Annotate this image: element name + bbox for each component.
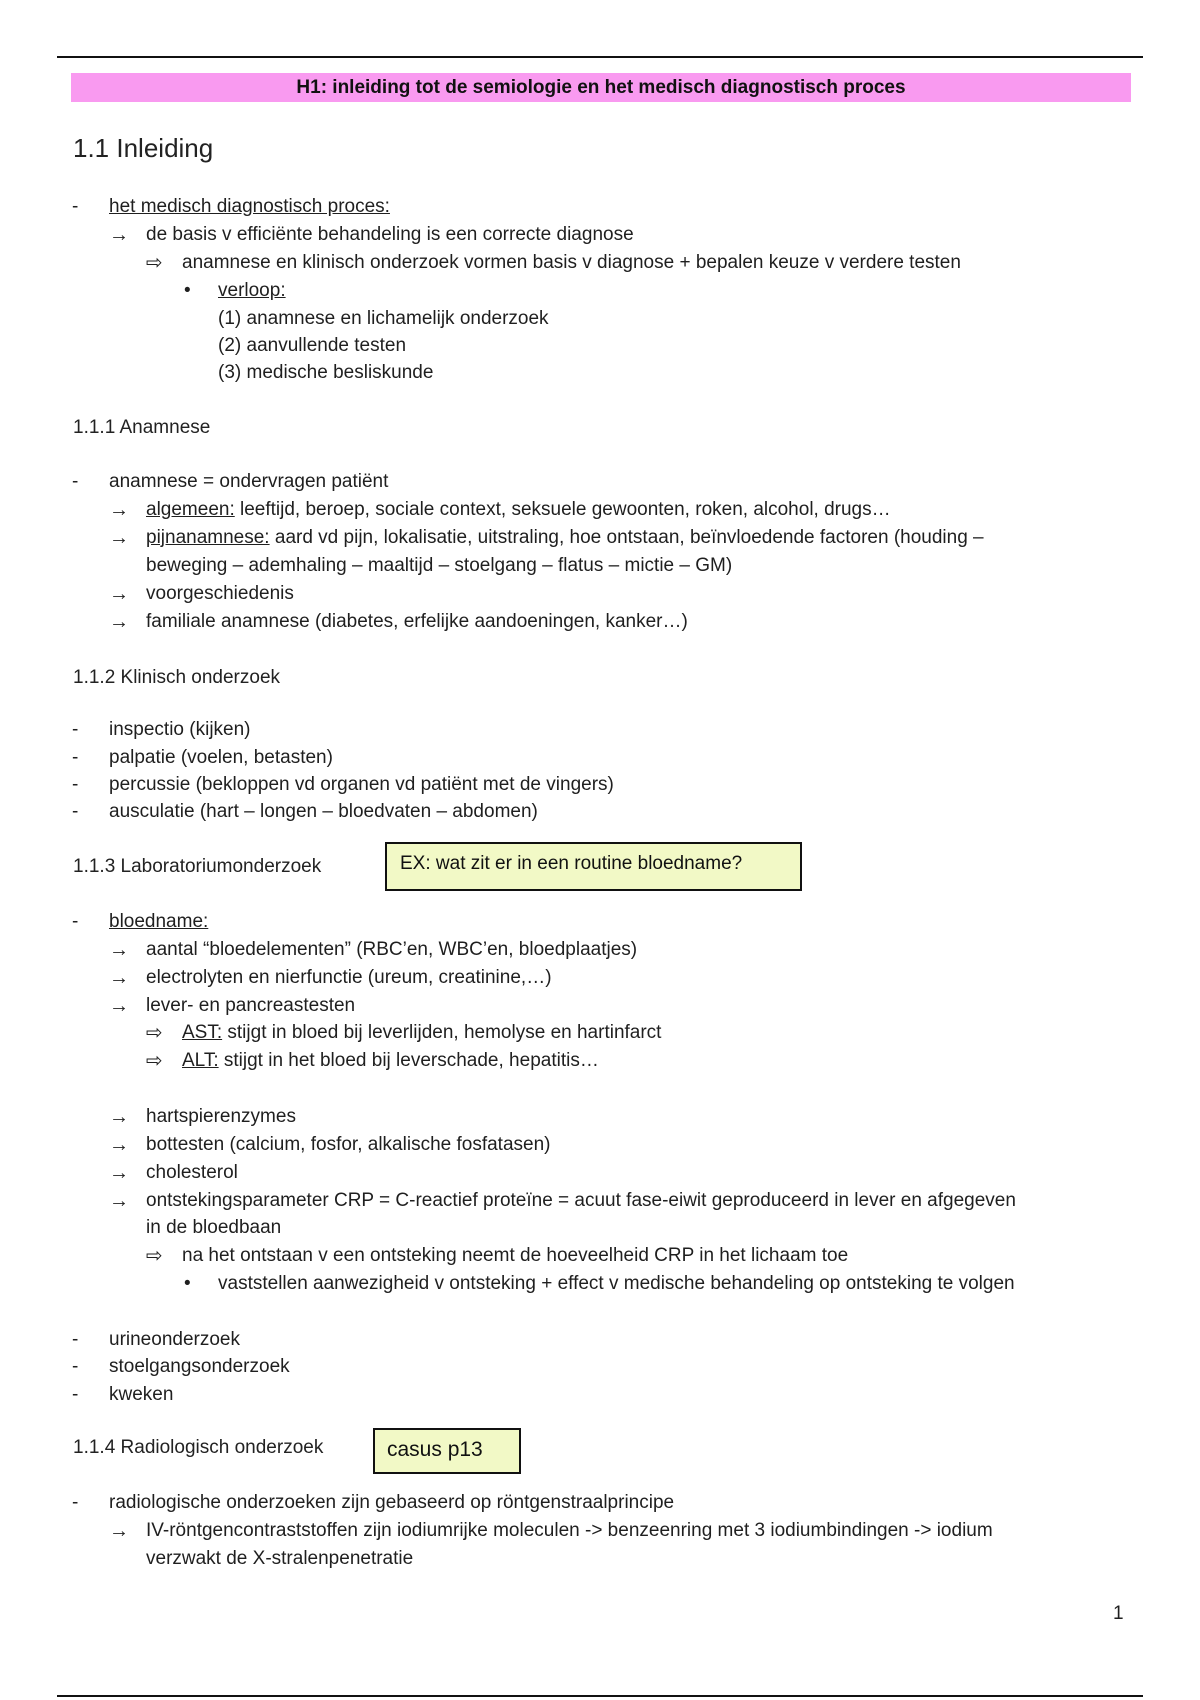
list-item-text: stijgt in het bloed bij leverschade, hepatitis…	[218, 1050, 599, 1071]
list-item	[146, 524, 984, 552]
list-item-text: leeftijd, beroep, sociale context, seksuele gewoonten, roken, alcohol, drugs…	[234, 499, 891, 520]
hollow-arrow-icon: ⇨	[146, 1245, 163, 1267]
hollow-arrow-icon: ⇨	[146, 1050, 163, 1072]
arrow-icon: →	[109, 499, 129, 521]
dash-bullet: -	[72, 747, 79, 768]
list-item-text: aard vd pijn, lokalisatie, uitstraling, hoe ontstaan, beïnvloedende factoren (houding –	[269, 527, 984, 548]
list-item: radiologische onderzoeken zijn gebaseerd op röntgenstraalprincipe	[109, 1492, 675, 1513]
list-item: familiale anamnese (diabetes, erfelijke aandoeningen, kanker…)	[146, 611, 688, 632]
step-item: (2) aanvullende testen	[218, 335, 407, 356]
page-number: 1	[1113, 1603, 1124, 1624]
step-item: (1) anamnese en lichamelijk onderzoek	[218, 308, 549, 329]
arrow-icon: →	[109, 939, 129, 961]
bullet-icon: •	[184, 280, 191, 301]
list-item: anamnese en klinisch onderzoek vormen basis v diagnose + bepalen keuze v verdere testen	[182, 252, 961, 273]
list-item-label: ALT:	[182, 1050, 219, 1071]
list-item: aantal “bloedelementen” (RBC’en, WBC’en, bloedplaatjes)	[146, 939, 638, 960]
arrow-icon: →	[109, 1190, 129, 1212]
arrow-icon: →	[109, 1520, 129, 1542]
list-item: percussie (bekloppen vd organen vd patiënt met de vingers)	[109, 774, 614, 795]
section-heading-1-1-4: 1.1.4 Radiologisch onderzoek	[73, 1437, 324, 1458]
list-item: vaststellen aanwezigheid v ontsteking + effect v medische behandeling op ontsteking te volgen	[218, 1273, 1015, 1294]
bullet-icon: •	[184, 1273, 191, 1294]
step-item: (3) medische besliskunde	[218, 362, 434, 383]
list-item: ontstekingsparameter CRP = C-reactief proteïne = acuut fase-eiwit geproduceerd in lever en afgegeven	[146, 1190, 1016, 1211]
bottom-rule	[57, 1695, 1143, 1697]
list-item: kweken	[109, 1384, 174, 1405]
list-item: IV-röntgencontraststoffen zijn iodiumrijke moleculen -> benzeenring met 3 iodiumbindingen -> iodium	[146, 1520, 993, 1541]
list-item: electrolyten en nierfunctie (ureum, creatinine,…)	[146, 967, 552, 988]
list-item: stoelgangsonderzoek	[109, 1356, 290, 1377]
list-item	[182, 1019, 661, 1047]
list-item-label: het medisch diagnostisch proces:	[109, 196, 390, 217]
dash-bullet: -	[72, 196, 79, 217]
list-item: urineonderzoek	[109, 1329, 240, 1350]
arrow-icon: →	[109, 995, 129, 1017]
dash-bullet: -	[72, 1384, 79, 1405]
list-item-continuation: verzwakt de X-stralenpenetratie	[146, 1548, 414, 1569]
list-item: bottesten (calcium, fosfor, alkalische fosfatasen)	[146, 1134, 551, 1155]
note-box: casus p13	[373, 1428, 521, 1474]
section-heading-1-1-2: 1.1.2 Klinisch onderzoek	[73, 667, 281, 688]
list-item: na het ontstaan v een ontsteking neemt de hoeveelheid CRP in het lichaam toe	[182, 1245, 849, 1266]
note-box: EX: wat zit er in een routine bloedname?	[385, 842, 802, 891]
list-item: de basis v efficiënte behandeling is een correcte diagnose	[146, 224, 634, 245]
section-heading-1-1-3: 1.1.3 Laboratoriumonderzoek	[73, 856, 322, 877]
list-item-label: bloedname:	[109, 911, 209, 932]
section-heading-1-1-1: 1.1.1 Anamnese	[73, 417, 211, 438]
top-rule	[57, 56, 1143, 58]
list-item: ausculatie (hart – longen – bloedvaten – abdomen)	[109, 801, 538, 822]
list-item: hartspierenzymes	[146, 1106, 296, 1127]
arrow-icon: →	[109, 224, 129, 246]
dash-bullet: -	[72, 774, 79, 795]
page-title: H1: inleiding tot de semiologie en het medisch diagnostisch proces	[71, 73, 1131, 102]
list-item: palpatie (voelen, betasten)	[109, 747, 333, 768]
arrow-icon: →	[109, 1134, 129, 1156]
list-item-continuation: in de bloedbaan	[146, 1217, 282, 1238]
list-item: lever- en pancreastesten	[146, 995, 356, 1016]
list-item-continuation: beweging – ademhaling – maaltijd – stoelgang – flatus – mictie – GM)	[146, 555, 733, 576]
list-item: cholesterol	[146, 1162, 238, 1183]
list-item-label: pijnanamnese:	[146, 527, 270, 548]
hollow-arrow-icon: ⇨	[146, 1022, 163, 1044]
list-item-label: algemeen:	[146, 499, 235, 520]
dash-bullet: -	[72, 471, 79, 492]
section-heading-1-1: 1.1 Inleiding	[73, 133, 214, 163]
arrow-icon: →	[109, 527, 129, 549]
list-item-text: stijgt in bloed bij leverlijden, hemolyse en hartinfarct	[222, 1022, 662, 1043]
list-item-label: verloop:	[218, 280, 286, 301]
dash-bullet: -	[72, 1329, 79, 1350]
list-item	[146, 496, 891, 524]
list-item: voorgeschiedenis	[146, 583, 294, 604]
list-item-label: AST:	[182, 1022, 223, 1043]
dash-bullet: -	[72, 1356, 79, 1377]
dash-bullet: -	[72, 719, 79, 740]
dash-bullet: -	[72, 911, 79, 932]
list-item	[182, 1047, 599, 1075]
arrow-icon: →	[109, 1106, 129, 1128]
arrow-icon: →	[109, 611, 129, 633]
arrow-icon: →	[109, 1162, 129, 1184]
dash-bullet: -	[72, 801, 79, 822]
list-item: anamnese = ondervragen patiënt	[109, 471, 389, 492]
dash-bullet: -	[72, 1492, 79, 1513]
arrow-icon: →	[109, 583, 129, 605]
hollow-arrow-icon: ⇨	[146, 252, 163, 274]
arrow-icon: →	[109, 967, 129, 989]
list-item: inspectio (kijken)	[109, 719, 251, 740]
